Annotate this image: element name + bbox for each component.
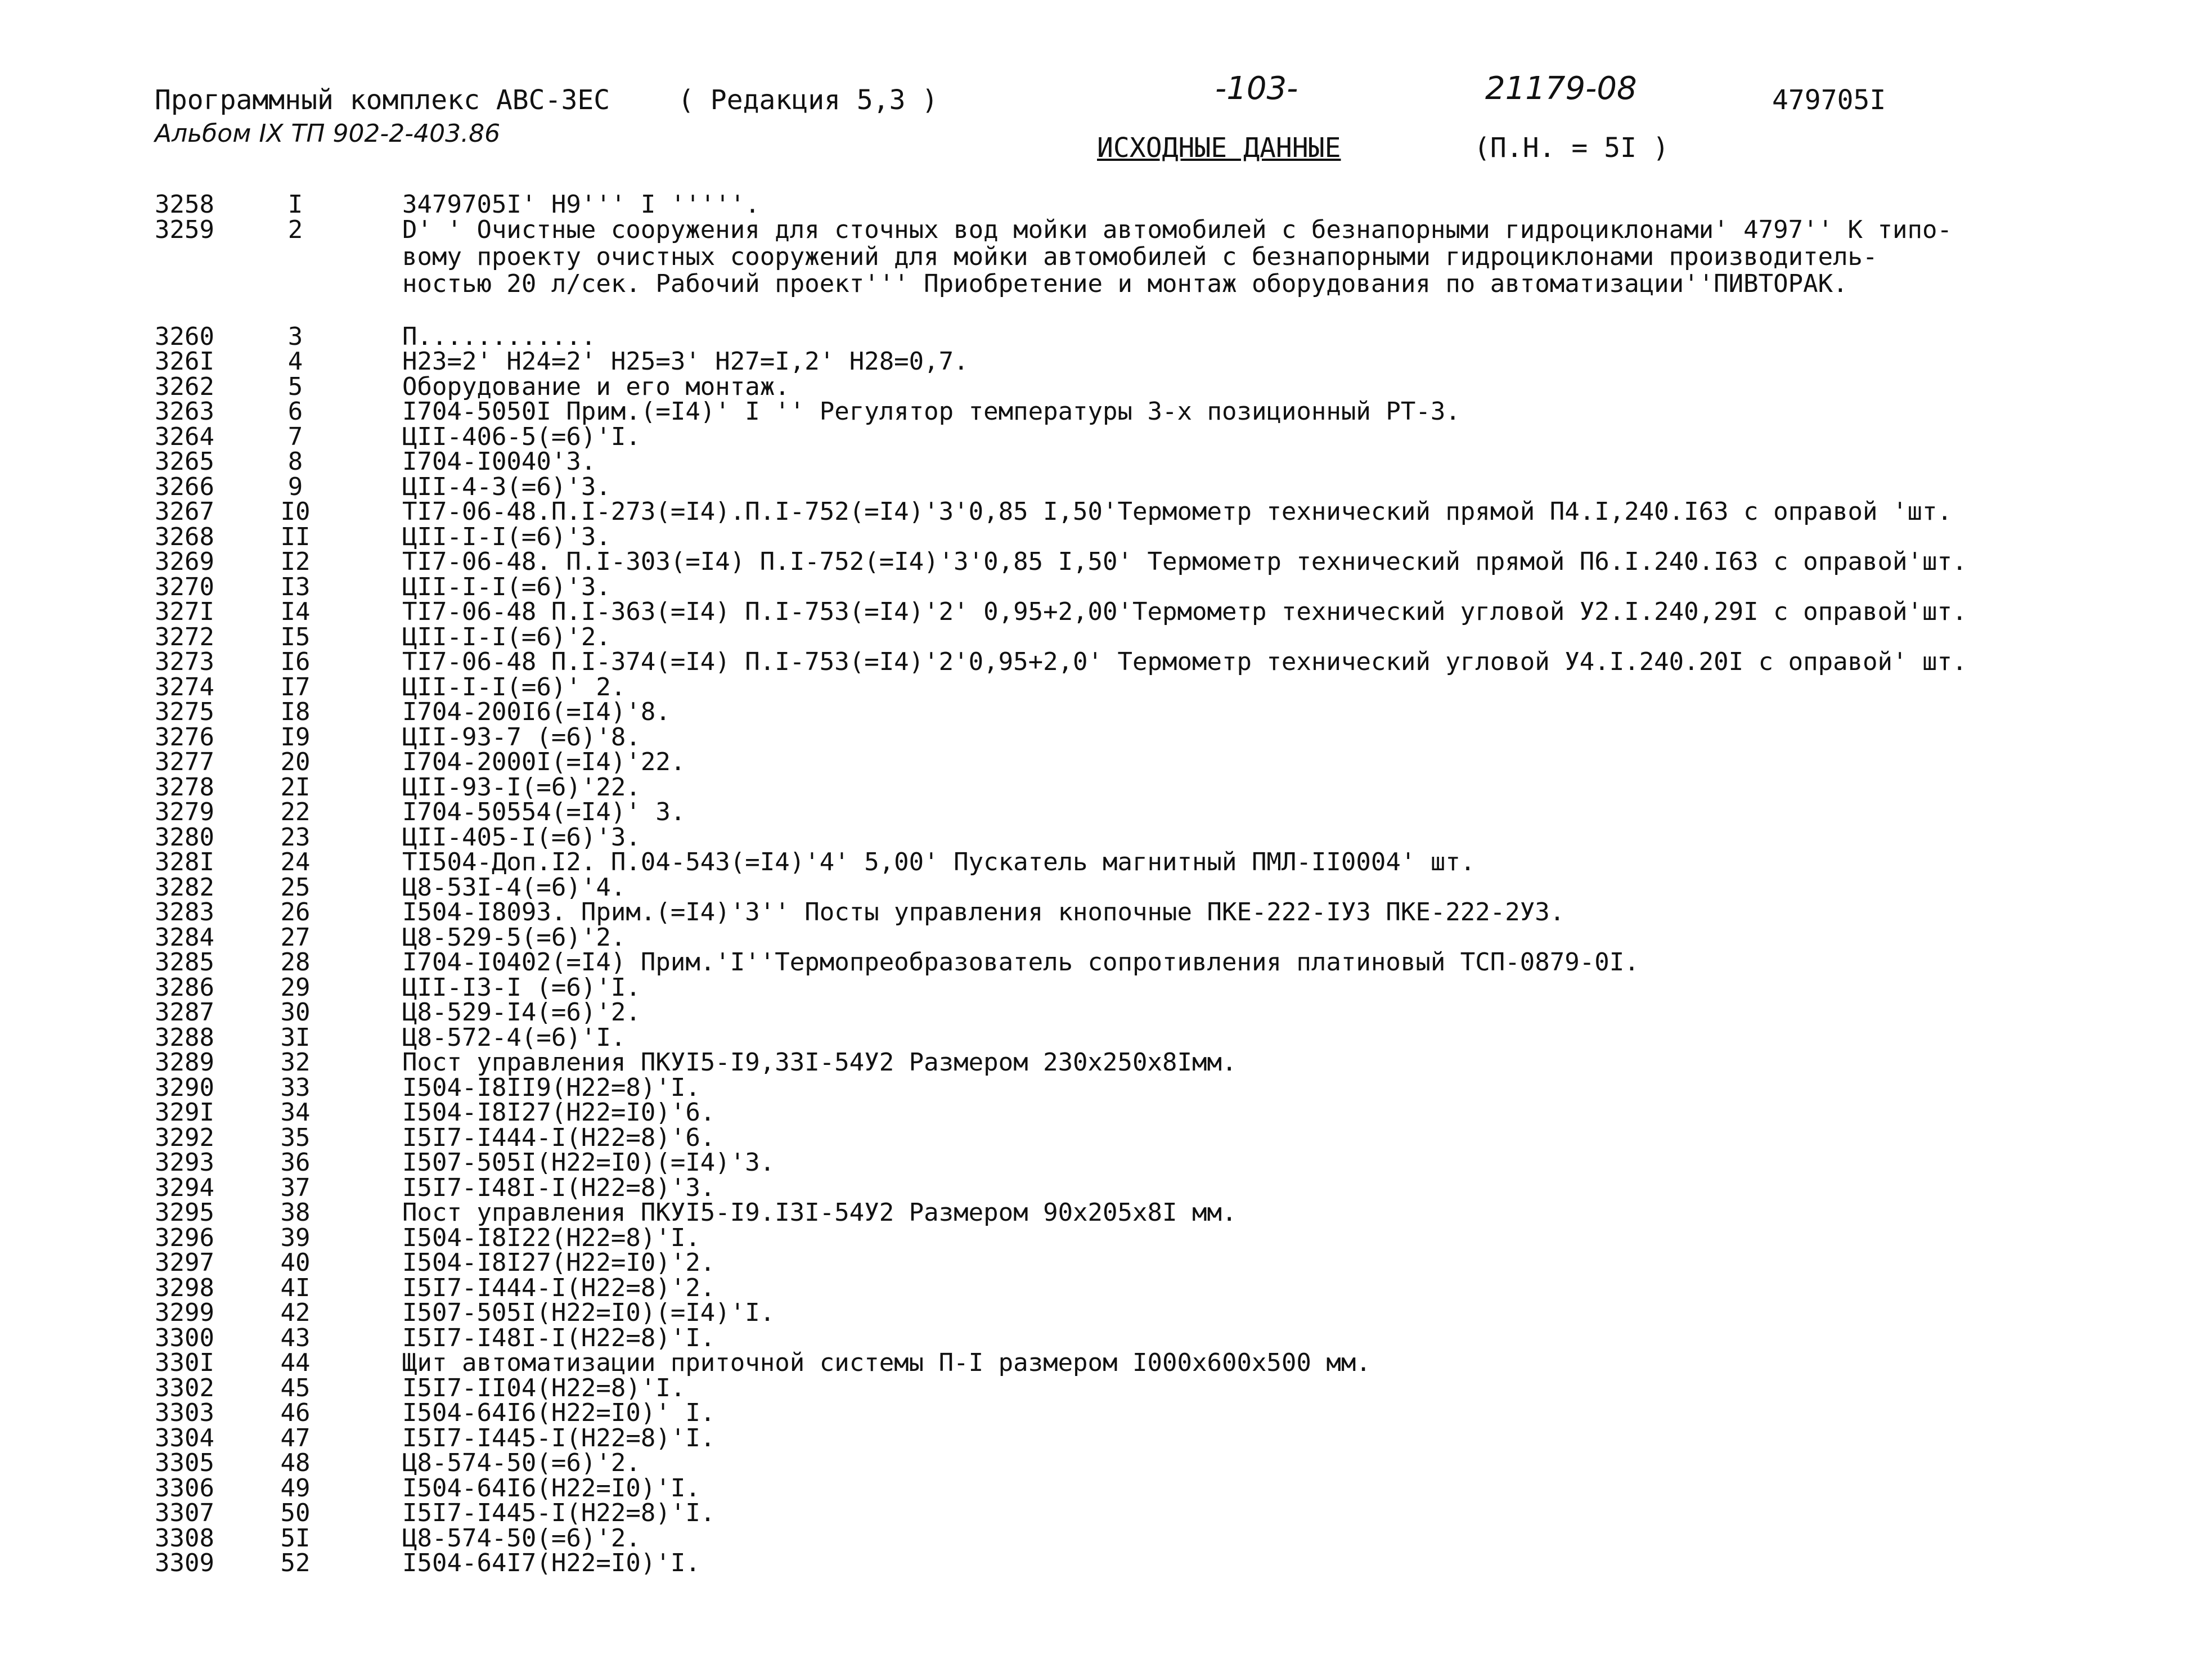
sequence-number: I7: [280, 672, 311, 701]
line-number: 3295: [155, 1198, 214, 1227]
sequence-number: 2: [287, 215, 303, 244]
record-text: I504-64I6(Н22=I0)'I.: [402, 1473, 700, 1503]
line-number: 3266: [155, 472, 214, 501]
sequence-number: 24: [280, 848, 311, 876]
line-number: 3272: [155, 622, 214, 651]
sequence-number: 44: [280, 1348, 311, 1377]
sequence-number: 34: [280, 1098, 311, 1127]
sequence-number: I: [287, 190, 303, 219]
project-code: 21179-08: [1485, 70, 1637, 107]
sequence-number: 43: [280, 1323, 311, 1352]
record-text: ЦII-93-I(=6)'22.: [402, 772, 641, 802]
record-text: ЦII-I-I(=6)' 2.: [402, 672, 626, 701]
line-number: 3309: [155, 1549, 214, 1577]
record-text: I704-5050I Прим.(=I4)' I '' Регулятор температуры 3-х позиционный РТ-3.: [402, 397, 1460, 426]
line-number: 3273: [155, 647, 214, 676]
line-number: 3294: [155, 1173, 214, 1202]
sequence-number: I3: [280, 572, 311, 601]
line-number: 3282: [155, 873, 214, 902]
edition-label: ( Редакция 5,3 ): [678, 84, 938, 116]
record-text: I704-I0402(=I4) Прим.'I''Термопреобразователь сопротивления платиновый ТСП-0879-0I.: [402, 948, 1639, 977]
sequence-number: 25: [280, 873, 311, 902]
record-text: Ц8-529-5(=6)'2.: [402, 923, 626, 952]
record-text: I704-2000I(=I4)'22.: [402, 748, 686, 776]
record-text: Ц8-572-4(=6)'I.: [402, 1023, 626, 1052]
sequence-number: 39: [280, 1223, 311, 1252]
record-text: 3479705I' Н9''' I '''''.: [402, 190, 760, 219]
record-text: ЦII-I-I(=6)'3.: [402, 522, 611, 551]
sequence-number: 8: [287, 447, 303, 476]
sequence-number: I0: [280, 497, 311, 526]
sequence-number: 29: [280, 973, 311, 1002]
record-text: I704-50554(=I4)' 3.: [402, 798, 686, 826]
line-number: 3258: [155, 190, 214, 219]
record-text: П............: [402, 322, 596, 351]
line-number: 3274: [155, 672, 214, 701]
sequence-number: 33: [280, 1073, 311, 1102]
record-text: ТI504-Доп.I2. П.04-543(=I4)'4' 5,00' Пускатель магнитный ПМЛ-II0004' шт.: [402, 848, 1476, 876]
line-number: 3299: [155, 1298, 214, 1327]
line-number: 3260: [155, 322, 214, 351]
sequence-number: 2I: [280, 772, 311, 802]
record-text: I5I7-I48I-I(Н22=8)'I.: [402, 1323, 716, 1352]
record-text: I5I7-I445-I(Н22=8)'I.: [402, 1499, 716, 1527]
line-number: 3264: [155, 422, 214, 451]
record-text: ТI7-06-48.П.I-273(=I4).П.I-752(=I4)'3'0,85 I,50'Термометр технический прямой П4.I,240.I63 с оправой 'шт.: [402, 497, 1952, 526]
record-text: I704-200I6(=I4)'8.: [402, 698, 671, 726]
sequence-number: 4I: [280, 1273, 311, 1302]
line-number: 330I: [155, 1348, 214, 1377]
sequence-number: 5: [287, 372, 303, 401]
line-number: 3297: [155, 1248, 214, 1277]
sequence-number: 22: [280, 798, 311, 826]
sequence-number: 27: [280, 923, 311, 952]
record-text: I704-I0040'3.: [402, 447, 596, 476]
sequence-number: 42: [280, 1298, 311, 1327]
line-number: 3276: [155, 722, 214, 752]
record-text: I504-I8II9(Н22=8)'I.: [402, 1073, 700, 1102]
record-text: Ц8-529-I4(=6)'2.: [402, 998, 641, 1027]
line-number: 3305: [155, 1449, 214, 1477]
sequence-number: I4: [280, 597, 311, 626]
record-text: ЦII-I-I(=6)'3.: [402, 572, 611, 601]
record-text: ЦII-I-I(=6)'2.: [402, 622, 611, 651]
line-number: 3306: [155, 1473, 214, 1503]
line-number: 3290: [155, 1073, 214, 1102]
line-number: 3270: [155, 572, 214, 601]
line-number: 3293: [155, 1148, 214, 1177]
line-number: 328I: [155, 848, 214, 876]
line-number: 3259: [155, 215, 214, 244]
record-text: ЦII-4-3(=6)'3.: [402, 472, 611, 501]
doc-number: 479705I: [1772, 84, 1886, 116]
line-number: 3288: [155, 1023, 214, 1052]
record-text: Оборудование и его монтаж.: [402, 372, 790, 401]
line-number: 3287: [155, 998, 214, 1027]
page-number: -103-: [1215, 70, 1298, 107]
record-text: ТI7-06-48 П.I-374(=I4) П.I-753(=I4)'2'0,95+2,0' Термометр технический угловой У4.I.240.20I с оправой' шт.: [402, 647, 1967, 676]
record-text: D' ' Очистные сооружения для сточных вод мойки автомобилей с безнапорными гидроциклонами' 4797'' К типо- вому проекту очистных сооружений для мойки автомобилей с безнапорными гидроциклонами производитель- ностью 20 л/сек. Рабочий проект''' Приобретение и монтаж оборудования по автоматизации''ПИВТОРАК.: [402, 215, 1952, 298]
record-text: ТI7-06-48 П.I-363(=I4) П.I-753(=I4)'2' 0,95+2,00'Термометр технический угловой У2.I.240,29I с оправой'шт.: [402, 597, 1967, 626]
line-number: 3307: [155, 1499, 214, 1527]
line-number: 326I: [155, 347, 214, 376]
record-text: I504-I8I22(Н22=8)'I.: [402, 1223, 700, 1252]
line-number: 3265: [155, 447, 214, 476]
record-text: I5I7-I48I-I(Н22=8)'3.: [402, 1173, 716, 1202]
page-info: (П.Н. = 5I ): [1474, 132, 1669, 164]
record-text: I5I7-II04(Н22=8)'I.: [402, 1373, 686, 1402]
sequence-number: 46: [280, 1398, 311, 1427]
line-number: 3285: [155, 948, 214, 977]
line-number: 3269: [155, 547, 214, 576]
sequence-number: 50: [280, 1499, 311, 1527]
record-text: I504-64I7(Н22=I0)'I.: [402, 1549, 700, 1577]
sequence-number: 37: [280, 1173, 311, 1202]
line-number: 3289: [155, 1048, 214, 1077]
sequence-number: 35: [280, 1123, 311, 1152]
line-number: 3267: [155, 497, 214, 526]
record-text: Ц8-574-50(=6)'2.: [402, 1449, 641, 1477]
album-note: Альбом IX ТП 902-2-403.86: [155, 119, 501, 148]
sequence-number: II: [280, 522, 311, 551]
sequence-number: 3: [287, 322, 303, 351]
sequence-number: I5: [280, 622, 311, 651]
line-number: 3280: [155, 822, 214, 852]
record-text: I504-I8I27(Н22=I0)'6.: [402, 1098, 716, 1127]
record-text: I507-505I(Н22=I0)(=I4)'I.: [402, 1298, 775, 1327]
record-text: Ц8-53I-4(=6)'4.: [402, 873, 626, 902]
sequence-number: 3I: [280, 1023, 311, 1052]
record-text: ЦII-405-I(=6)'3.: [402, 822, 641, 852]
line-number: 3283: [155, 898, 214, 927]
line-number: 3268: [155, 522, 214, 551]
sequence-number: 6: [287, 397, 303, 426]
record-text: I507-505I(Н22=I0)(=I4)'3.: [402, 1148, 775, 1177]
sequence-number: 45: [280, 1373, 311, 1402]
record-text: ЦII-I3-I (=6)'I.: [402, 973, 641, 1002]
record-text: ТI7-06-48. П.I-303(=I4) П.I-752(=I4)'3'0,85 I,50' Термометр технический прямой П6.I.240.I63 с оправой'шт.: [402, 547, 1967, 576]
sequence-number: 38: [280, 1198, 311, 1227]
sequence-number: I8: [280, 698, 311, 726]
record-text: Щит автоматизации приточной системы П-I размером I000х600х500 мм.: [402, 1348, 1371, 1377]
sequence-number: 7: [287, 422, 303, 451]
sequence-number: 30: [280, 998, 311, 1027]
sequence-number: 52: [280, 1549, 311, 1577]
line-number: 3298: [155, 1273, 214, 1302]
line-number: 329I: [155, 1098, 214, 1127]
record-text: I5I7-I444-I(Н22=8)'2.: [402, 1273, 716, 1302]
sequence-number: 49: [280, 1473, 311, 1503]
line-number: 3292: [155, 1123, 214, 1152]
line-number: 3278: [155, 772, 214, 802]
sequence-number: 9: [287, 472, 303, 501]
sequence-number: I2: [280, 547, 311, 576]
line-number: 327I: [155, 597, 214, 626]
record-text: I504-64I6(Н22=I0)' I.: [402, 1398, 716, 1427]
program-title: Программный комплекс АВС-3ЕС: [155, 84, 610, 116]
sequence-number: 5I: [280, 1523, 311, 1553]
line-number: 3263: [155, 397, 214, 426]
record-text: I504-I8093. Прим.(=I4)'3'' Посты управления кнопочные ПКЕ-222-IУ3 ПКЕ-222-2У3.: [402, 898, 1565, 927]
sequence-number: 20: [280, 748, 311, 776]
line-number: 3275: [155, 698, 214, 726]
line-number: 3284: [155, 923, 214, 952]
sequence-number: I6: [280, 647, 311, 676]
sequence-number: 4: [287, 347, 303, 376]
sequence-number: 32: [280, 1048, 311, 1077]
sequence-number: 28: [280, 948, 311, 977]
line-number: 3262: [155, 372, 214, 401]
record-text: ЦII-406-5(=6)'I.: [402, 422, 641, 451]
sequence-number: I9: [280, 722, 311, 752]
section-title: ИСХОДНЫЕ ДАННЫЕ: [1097, 132, 1341, 164]
line-number: 3286: [155, 973, 214, 1002]
record-text: Ц8-574-50(=6)'2.: [402, 1523, 641, 1553]
line-number: 3302: [155, 1373, 214, 1402]
record-text: I504-I8I27(Н22=I0)'2.: [402, 1248, 716, 1277]
line-number: 3296: [155, 1223, 214, 1252]
sequence-number: 26: [280, 898, 311, 927]
record-text: Н23=2' Н24=2' Н25=3' Н27=I,2' Н28=0,7.: [402, 347, 969, 376]
sequence-number: 47: [280, 1423, 311, 1452]
line-number: 3303: [155, 1398, 214, 1427]
line-number: 3304: [155, 1423, 214, 1452]
sequence-number: 23: [280, 822, 311, 852]
line-number: 3300: [155, 1323, 214, 1352]
line-number: 3308: [155, 1523, 214, 1553]
sequence-number: 48: [280, 1449, 311, 1477]
sequence-number: 36: [280, 1148, 311, 1177]
record-text: I5I7-I445-I(Н22=8)'I.: [402, 1423, 716, 1452]
line-number: 3277: [155, 748, 214, 776]
sequence-number: 40: [280, 1248, 311, 1277]
record-text: I5I7-I444-I(Н22=8)'6.: [402, 1123, 716, 1152]
record-text: Пост управления ПКУI5-I9.I3I-54У2 Размером 90х205х8I мм.: [402, 1198, 1237, 1227]
line-number: 3279: [155, 798, 214, 826]
record-text: Пост управления ПКУI5-I9,33I-54У2 Размером 230х250х8Iмм.: [402, 1048, 1237, 1077]
record-text: ЦII-93-7 (=6)'8.: [402, 722, 641, 752]
